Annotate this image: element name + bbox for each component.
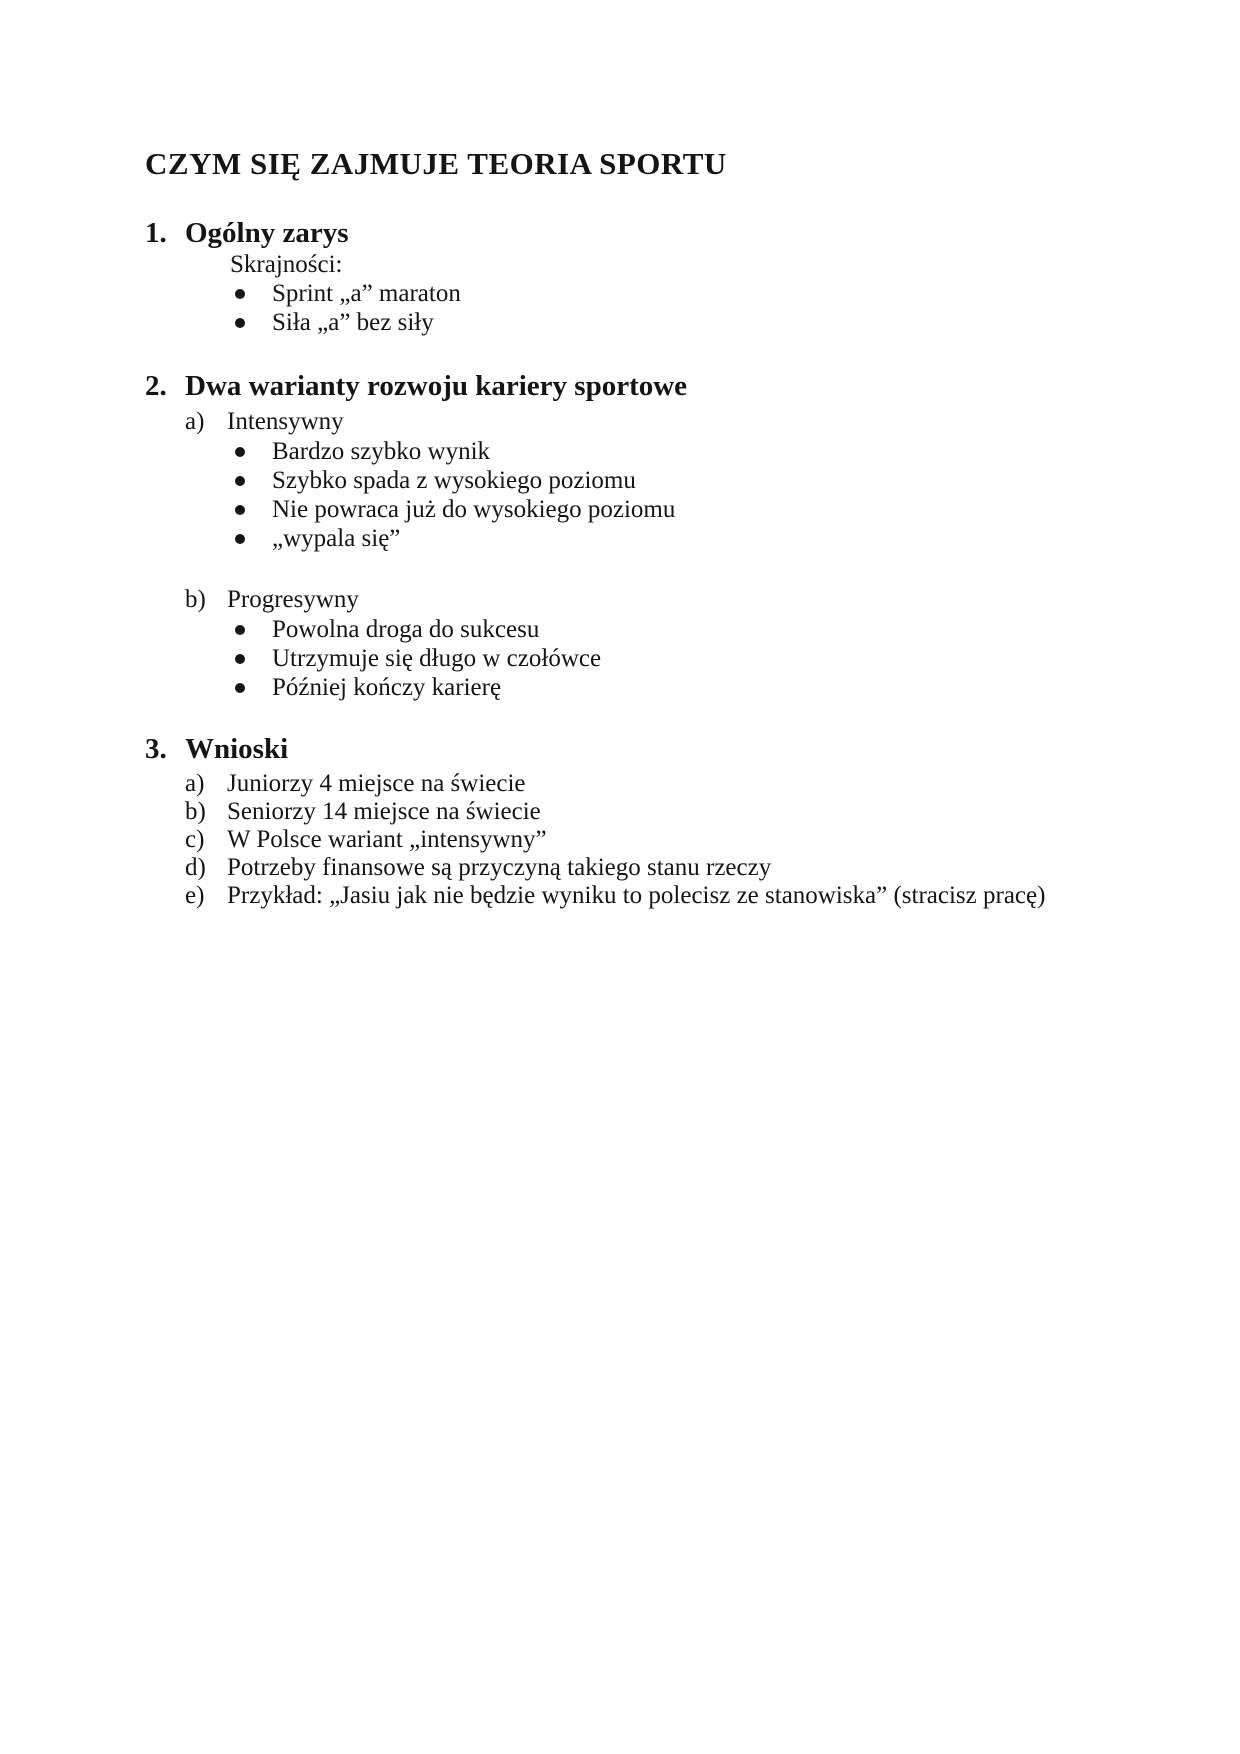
bullet-icon: [233, 615, 272, 644]
bullet-text: „wypala się”: [272, 525, 401, 552]
section-heading-row: [145, 216, 1150, 250]
bullet-text: Szybko spada z wysokiego poziomu: [272, 467, 636, 494]
bullet-item: [233, 495, 1150, 524]
bullet-icon: [233, 673, 272, 702]
bullet-icon: [233, 437, 272, 466]
section-dwa-warianty: [145, 369, 1150, 702]
list-item-letter: c): [185, 826, 205, 853]
subsection-progresywny: [185, 585, 1150, 614]
section-heading: Dwa warianty rozwoju kariery sportowe: [185, 370, 688, 402]
subsection-letter: a): [185, 408, 205, 435]
list-item-text: Seniorzy 14 miejsce na świecie: [227, 798, 541, 825]
bullet-item: [233, 524, 1150, 553]
bullet-item: [233, 308, 1150, 337]
section-heading: Ogólny zarys: [185, 217, 349, 249]
section-wnioski: [145, 732, 1150, 910]
bullet-icon: [233, 495, 272, 524]
list-item-text: W Polsce wariant „intensywny”: [227, 826, 547, 853]
subsection-title: Progresywny: [227, 586, 359, 613]
section-heading-row: [145, 732, 1150, 766]
list-item-text: Juniorzy 4 miejsce na świecie: [227, 770, 526, 797]
bullet-text: Później kończy karierę: [272, 674, 502, 701]
section-heading-row: [145, 369, 1150, 403]
bullet-text: Siła „a” bez siły: [272, 309, 434, 336]
bullet-item: [233, 673, 1150, 702]
bullet-text: Sprint „a” maraton: [272, 280, 461, 307]
subsection-intensywny: [185, 407, 1150, 436]
section-intro: Skrajności:: [230, 251, 343, 278]
bullet-item: [233, 279, 1150, 308]
bullet-icon: [233, 308, 272, 337]
list-item-text: Potrzeby finansowe są przyczyną takiego stanu rzeczy: [227, 854, 772, 881]
bullet-item: [233, 615, 1150, 644]
list-item: [185, 770, 1150, 798]
bullet-item: [233, 644, 1150, 673]
list-item: [185, 854, 1150, 882]
bullet-text: Nie powraca już do wysokiego poziomu: [272, 496, 676, 523]
bullet-icon: [233, 466, 272, 495]
bullet-icon: [233, 524, 272, 553]
list-item: [185, 826, 1150, 854]
section-ogolny-zarys: [145, 216, 1150, 337]
bullet-text: Utrzymuje się długo w czołówce: [272, 645, 602, 672]
list-item: [185, 798, 1150, 826]
section-number: 1.: [145, 217, 167, 249]
subsection-letter: b): [185, 586, 206, 613]
list-item: [185, 882, 1150, 910]
bullet-item: [233, 437, 1150, 466]
section-number: 3.: [145, 733, 167, 765]
bullet-text: Powolna droga do sukcesu: [272, 616, 540, 643]
bullet-text: Bardzo szybko wynik: [272, 438, 491, 465]
bullet-icon: [233, 644, 272, 673]
document-title: CZYM SIĘ ZAJMUJE TEORIA SPORTU: [145, 146, 727, 181]
list-item-letter: b): [185, 798, 206, 825]
list-item-letter: d): [185, 854, 206, 881]
section-number: 2.: [145, 370, 167, 402]
subsection-title: Intensywny: [227, 408, 344, 435]
bullet-item: [233, 466, 1150, 495]
list-item-letter: e): [185, 882, 205, 909]
list-item-letter: a): [185, 770, 205, 797]
list-item-text: Przykład: „Jasiu jak nie będzie wyniku to polecisz ze stanowiska” (stracisz pracę): [227, 882, 1046, 909]
section-heading: Wnioski: [185, 733, 289, 765]
bullet-icon: [233, 279, 272, 308]
